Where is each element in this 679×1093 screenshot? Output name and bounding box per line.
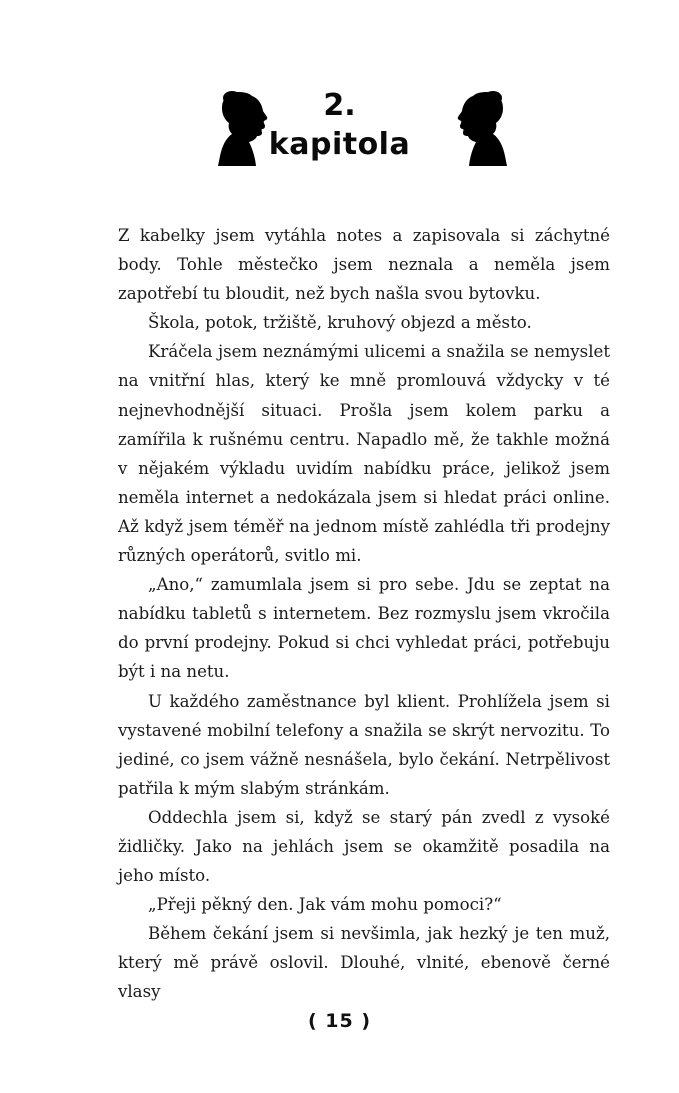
woman-silhouette-icon: [449, 90, 509, 166]
paragraph: Škola, potok, tržiště, kruhový objezd a město.: [148, 313, 532, 333]
chapter-label: kapitola: [268, 127, 411, 162]
chapter-body: [118, 221, 610, 1007]
paragraph: „Ano,“ zamumlala jsem si pro sebe. Jdu se zeptat na nabídku tabletů s internetem. Bez rozmyslu jsem vkročila do první prodejny. Pokud si chci vyhledat práci, potřebuju být i na netu.: [118, 575, 610, 682]
paragraph: Kráčela jsem neznámými ulicemi a snažila se nemyslet na vnitřní hlas, který ke mně promlouvá vždycky v té nejnevhodnější situaci. Prošla jsem kolem parku a zamířila k rušnému centru. Napadlo mě, že takhle možná v nějakém výkladu uvidím nabídku práce, jelikož jsem neměla internet a nedokázala jsem si hledat práci online. Až když jsem téměř na jednom místě zahlédla tři prodejny různých operátorů, svitlo mi.: [118, 342, 610, 566]
chapter-title: [0, 86, 679, 164]
chapter-header: [0, 86, 679, 176]
chapter-number: 2.: [323, 88, 356, 123]
paragraph: Z kabelky jsem vytáhla notes a zapisovala si záchytné body. Tohle městečko jsem neznala a neměla jsem zapotřebí tu bloudit, než bych našla svou bytovku.: [118, 226, 610, 304]
paragraph: Oddechla jsem si, když se starý pán zvedl z vysoké židličky. Jako na jehlách jsem se okamžitě posadila na jeho místo.: [118, 807, 610, 886]
page-number: ( 15 ): [307, 1010, 372, 1032]
paragraph: „Přeji pěkný den. Jak vám mohu pomoci?“: [148, 895, 502, 915]
paragraph: Během čekání jsem si nevšimla, jak hezký je ten muž, který mě právě oslovil. Dlouhé, vlnité, ebenově černé vlasy: [118, 924, 610, 1002]
paragraph: U každého zaměstnance byl klient. Prohlížela jsem si vystavené mobilní telefony a snažila se skrýt nervozitu. To jediné, co jsem vážně nesnášela, bylo čekání. Netrpělivost patřila k mým slabým stránkám.: [118, 691, 610, 798]
